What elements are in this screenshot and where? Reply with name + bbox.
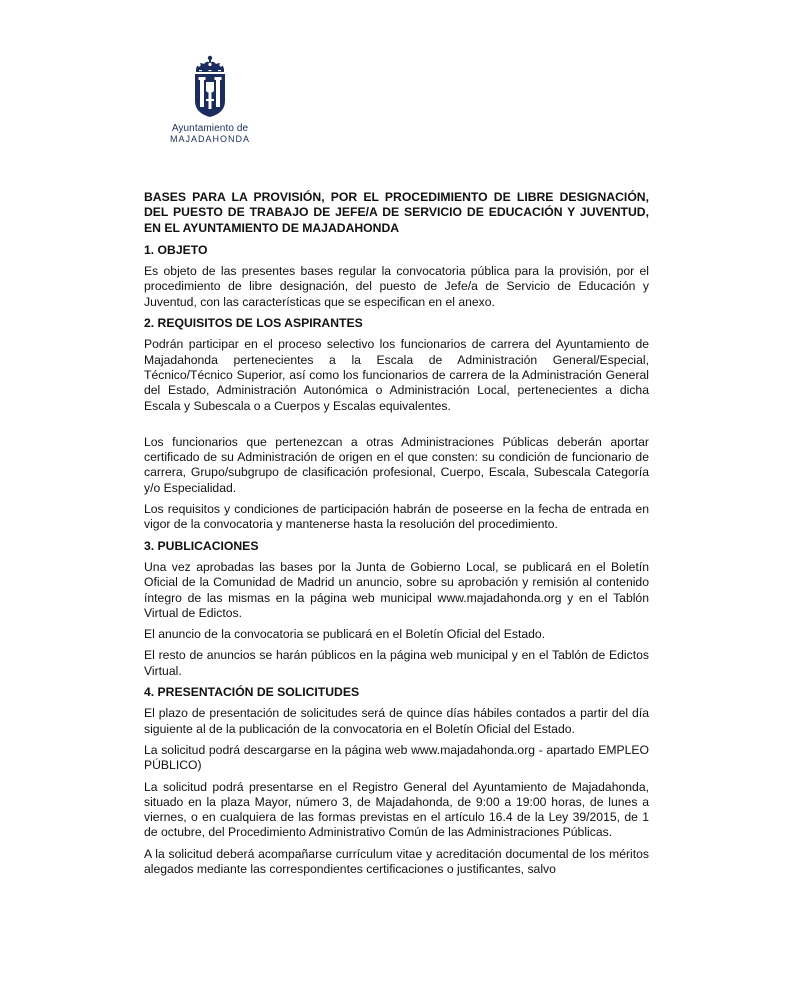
municipal-logo bbox=[150, 55, 270, 145]
document-title: BASES PARA LA PROVISIÓN, POR EL PROCEDIMIENTO DE LIBRE DESIGNACIÓN, DEL PUESTO DE TRABAJO DE JEFE/A DE SERVICIO DE EDUCACIÓN Y JUVENTUD, EN EL AYUNTAMIENTO DE MAJADAHONDA bbox=[144, 190, 649, 235]
section-paragraph: El resto de anuncios se harán públicos en la página web municipal y en el Tablón de Edictos Virtual. bbox=[144, 648, 649, 678]
section-paragraph: Es objeto de las presentes bases regular la convocatoria pública para la provisión, por el procedimiento de libre designación, del puesto de Jefe/a de Servicio de Educación y Juventud, con las características que se especifican en el anexo. bbox=[144, 264, 649, 309]
section-paragraph: Los funcionarios que pertenezcan a otras Administraciones Públicas deberán aportar certificado de su Administración de origen en el que consten: su condición de funcionario de carrera, Grupo/subgrupo de clasificación profesional, Cuerpo, Escala, Subescala Categoría y/o Especialidad. bbox=[144, 434, 649, 495]
logo-text-line2: MAJADAHONDA bbox=[169, 134, 250, 144]
logo-text-line1: Ayuntamiento de bbox=[171, 123, 249, 134]
section-paragraph: Los requisitos y condiciones de participación habrán de poseerse en la fecha de entrada en vigor de la convocatoria y mantenerse hasta la resolución del procedimiento. bbox=[144, 502, 649, 532]
section-paragraph: La solicitud podrá descargarse en la página web www.majadahonda.org - apartado EMPLEO PÚBLICO) bbox=[144, 742, 649, 773]
section-paragraph: A la solicitud deberá acompañarse currículum vitae y acreditación documental de los méritos alegados mediante las correspondientes certificaciones o justificantes, salvo bbox=[144, 846, 649, 876]
section-heading-solicitudes: 4. PRESENTACIÓN DE SOLICITUDES bbox=[144, 685, 360, 700]
section-paragraph: Podrán participar en el proceso selectivo los funcionarios de carrera del Ayuntamiento de Majadahonda pertenecientes a la Escala de Administración General/Especial, Técnico/Técnico Superior, así como los funcionarios de carrera de la Administración General del Estado, Administración Autonómica o Administración Local, pertenecientes a dicha Escala y Subescala o a Cuerpos y Escalas equivalentes. bbox=[144, 337, 649, 413]
coat-of-arms-icon bbox=[190, 55, 230, 119]
section-paragraph: La solicitud podrá presentarse en el Registro General del Ayuntamiento de Majadahonda, situado en la plaza Mayor, número 3, de Majadahonda, de 9:00 a 19:00 horas, de lunes a viernes, o en cualquiera de las formas previstas en el artículo 16.4 de la Ley 39/2015, de 1 de octubre, del Procedimiento Administrativo Común de las Administraciones Públicas. bbox=[144, 779, 649, 840]
document-body bbox=[144, 190, 649, 883]
section-paragraph: El plazo de presentación de solicitudes será de quince días hábiles contados a partir del día siguiente al de la publicación de la convocatoria en el Boletín Oficial del Estado. bbox=[144, 706, 649, 736]
section-heading-requisitos: 2. REQUISITOS DE LOS ASPIRANTES bbox=[144, 316, 363, 331]
section-paragraph: Una vez aprobadas las bases por la Junta de Gobierno Local, se publicará en el Boletín Oficial de la Comunidad de Madrid un anuncio, sobre su aprobación y remisión al contenido íntegro de las mismas en la página web municipal www.majadahonda.org y en el Tablón Virtual de Edictos. bbox=[144, 559, 649, 620]
section-paragraph: El anuncio de la convocatoria se publicará en el Boletín Oficial del Estado. bbox=[144, 627, 546, 642]
section-heading-objeto: 1. OBJETO bbox=[144, 242, 208, 257]
section-heading-publicaciones: 3. PUBLICACIONES bbox=[144, 538, 259, 553]
